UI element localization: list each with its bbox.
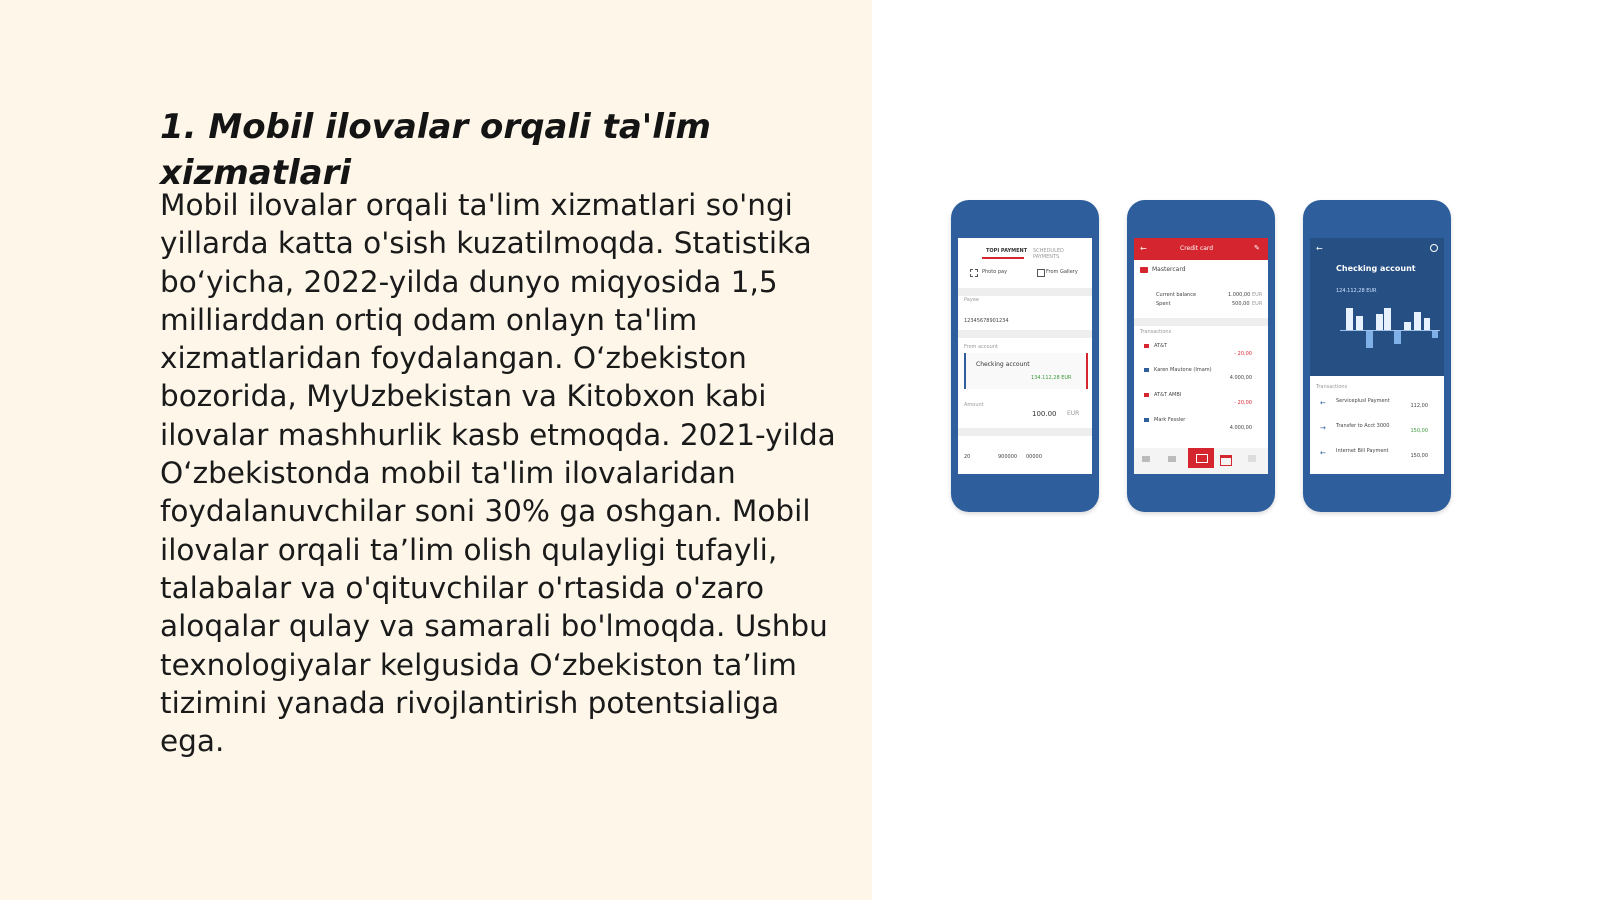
edit-icon[interactable]: ✎ <box>1254 244 1260 252</box>
card-icon <box>1144 418 1149 422</box>
back-arrow-icon[interactable]: ← <box>1140 244 1147 253</box>
transaction-name: Karen Mautone (Imam) <box>1154 367 1212 373</box>
separator <box>1134 318 1268 326</box>
transaction-row[interactable] <box>1140 393 1262 417</box>
card-icon <box>1144 368 1149 372</box>
separator <box>958 428 1092 436</box>
mail-icon[interactable] <box>1188 448 1214 468</box>
more-icon[interactable] <box>1248 455 1256 462</box>
transaction-amount: 4.000,00 <box>1229 375 1252 381</box>
slide-body: Mobil ilovalar orqali ta'lim xizmatlari so'ngi yillarda katta o'sish kuzatilmoqda. Statistika bo‘yicha, 2022-yilda dunyo miqyosida 1,5 milliarddan ortiq odam onlayn ta'lim xizmatlaridan foydalangan. O‘zbekiston bozorida, MyUzbekistan va Kitobxon kabi ilovalar mashhurlik kasb etmoqda. 2021-yilda O‘zbekistonda mobil ta'lim ilovalaridan foydalanuvchilar soni 30% ga oshgan. Mobil ilovalar orqali ta’lim olish qulayligi tufayli, talabalar va o'qituvchilar o'rtasida o'zaro aloqalar qulay va samarali bo'lmoqda. Ushbu texnologiyalar kelgusida O‘zbekiston ta’lim tizimini yanada rivojlantirish potentsialiga ega. <box>160 188 836 759</box>
phone-screen-payment <box>958 238 1092 474</box>
phone-screen-checking-account <box>1310 238 1444 474</box>
arrow-left-icon: ← <box>1320 399 1326 407</box>
arrow-right-icon: → <box>1320 424 1326 432</box>
header-title: Credit card <box>1180 245 1214 252</box>
tab-topi-payment[interactable]: TOPI PAYMENT <box>986 248 1028 254</box>
footer-value: 00000 <box>1026 454 1042 460</box>
transaction-name: Internet Bill Payment <box>1336 448 1389 454</box>
chart-bar <box>1376 314 1383 330</box>
back-arrow-icon[interactable]: ← <box>1316 244 1323 253</box>
scan-icon <box>970 269 978 277</box>
footer-value: 900000 <box>998 454 1018 460</box>
amount-currency: EUR <box>1067 410 1080 417</box>
currency: EUR <box>1252 301 1263 307</box>
bottom-nav <box>1134 448 1268 474</box>
card-icon <box>1144 393 1149 397</box>
current-balance-label: Current balance <box>1156 292 1197 298</box>
transaction-amount: 150,00 <box>1410 453 1428 459</box>
transaction-name: AT&T <box>1154 343 1168 349</box>
photo-pay-label[interactable]: Photo pay <box>982 269 1008 275</box>
chart-bar <box>1424 318 1430 330</box>
slide-title: 1. Mobil ilovalar orqali ta'lim xizmatlari <box>160 107 711 193</box>
account-chart-panel <box>1310 238 1444 376</box>
spent-value: 500,00 <box>1232 301 1250 307</box>
app-header <box>1134 238 1268 260</box>
transaction-row[interactable] <box>1140 418 1262 442</box>
transaction-row[interactable] <box>1316 398 1438 422</box>
from-gallery-label[interactable]: From Gallery <box>1046 269 1078 275</box>
chart-bar <box>1404 322 1411 330</box>
card-icon <box>1144 344 1149 348</box>
separator <box>958 330 1092 338</box>
transaction-amount: 112,00 <box>1410 403 1428 409</box>
arrow-left-icon: ← <box>1320 449 1326 457</box>
phone-mockup-credit-card <box>1127 200 1275 512</box>
transaction-row[interactable] <box>1316 448 1438 472</box>
transaction-amount: - 20,00 <box>1234 400 1252 406</box>
payee-number[interactable]: 12345678901234 <box>964 318 1009 324</box>
transaction-amount: 4.000,00 <box>1229 425 1252 431</box>
transfer-icon[interactable] <box>1168 456 1176 462</box>
amount-input[interactable]: 100.00 <box>1032 410 1057 418</box>
transaction-amount: - 20,00 <box>1234 351 1252 357</box>
chart-bar <box>1414 312 1421 330</box>
amount-label: Amount <box>964 402 984 408</box>
spent-label: Spent <box>1156 301 1171 307</box>
transaction-name: Serviceplusl Payment <box>1336 398 1390 404</box>
current-balance-value: 1.000,00 <box>1228 292 1251 298</box>
phone-mockup-payment <box>951 200 1099 512</box>
tab-scheduled-payments[interactable]: SCHEDULED PAYMENTS <box>1033 248 1064 260</box>
home-icon[interactable] <box>1142 456 1150 462</box>
phone-mockup-checking-account <box>1303 200 1451 512</box>
transaction-row[interactable] <box>1316 423 1438 447</box>
chart-bar <box>1356 316 1363 330</box>
chart-bar <box>1394 330 1401 344</box>
card-icon <box>1140 267 1148 273</box>
card-name: Mastercard <box>1152 266 1186 273</box>
from-account-label: From account <box>964 344 998 350</box>
account-balance: 124.112,28 EUR <box>1336 288 1377 294</box>
chart-bar <box>1366 330 1373 348</box>
account-title: Checking account <box>1336 264 1416 273</box>
phone-screen-credit-card <box>1134 238 1268 474</box>
currency: EUR <box>1252 292 1263 298</box>
transaction-name: AT&T AMBI <box>1154 392 1182 398</box>
chart-bar <box>1432 330 1438 338</box>
card-icon[interactable] <box>1220 455 1232 466</box>
transaction-name: Mark Fessler <box>1154 417 1186 423</box>
account-selector[interactable] <box>964 353 1088 389</box>
transactions-label: Transactions <box>1140 329 1172 335</box>
available-balance: 134.112,28 EUR <box>1031 375 1072 381</box>
payee-label: Payee <box>964 297 979 303</box>
chart-bar <box>1384 308 1391 330</box>
transactions-label: Transactions <box>1316 384 1348 390</box>
footer-value: 20 <box>964 454 971 460</box>
transaction-name: Transfer to Acct 3000 <box>1336 423 1390 429</box>
transaction-amount: 150,00 <box>1410 428 1428 434</box>
transaction-row[interactable] <box>1140 368 1262 392</box>
separator <box>958 288 1092 296</box>
info-icon[interactable] <box>1430 244 1438 252</box>
chart-bar <box>1346 308 1353 330</box>
account-name: Checking account <box>976 361 1030 368</box>
transaction-row[interactable] <box>1140 344 1262 368</box>
active-tab-indicator <box>982 257 1024 259</box>
gallery-icon <box>1037 269 1045 277</box>
chart-baseline <box>1340 330 1440 331</box>
